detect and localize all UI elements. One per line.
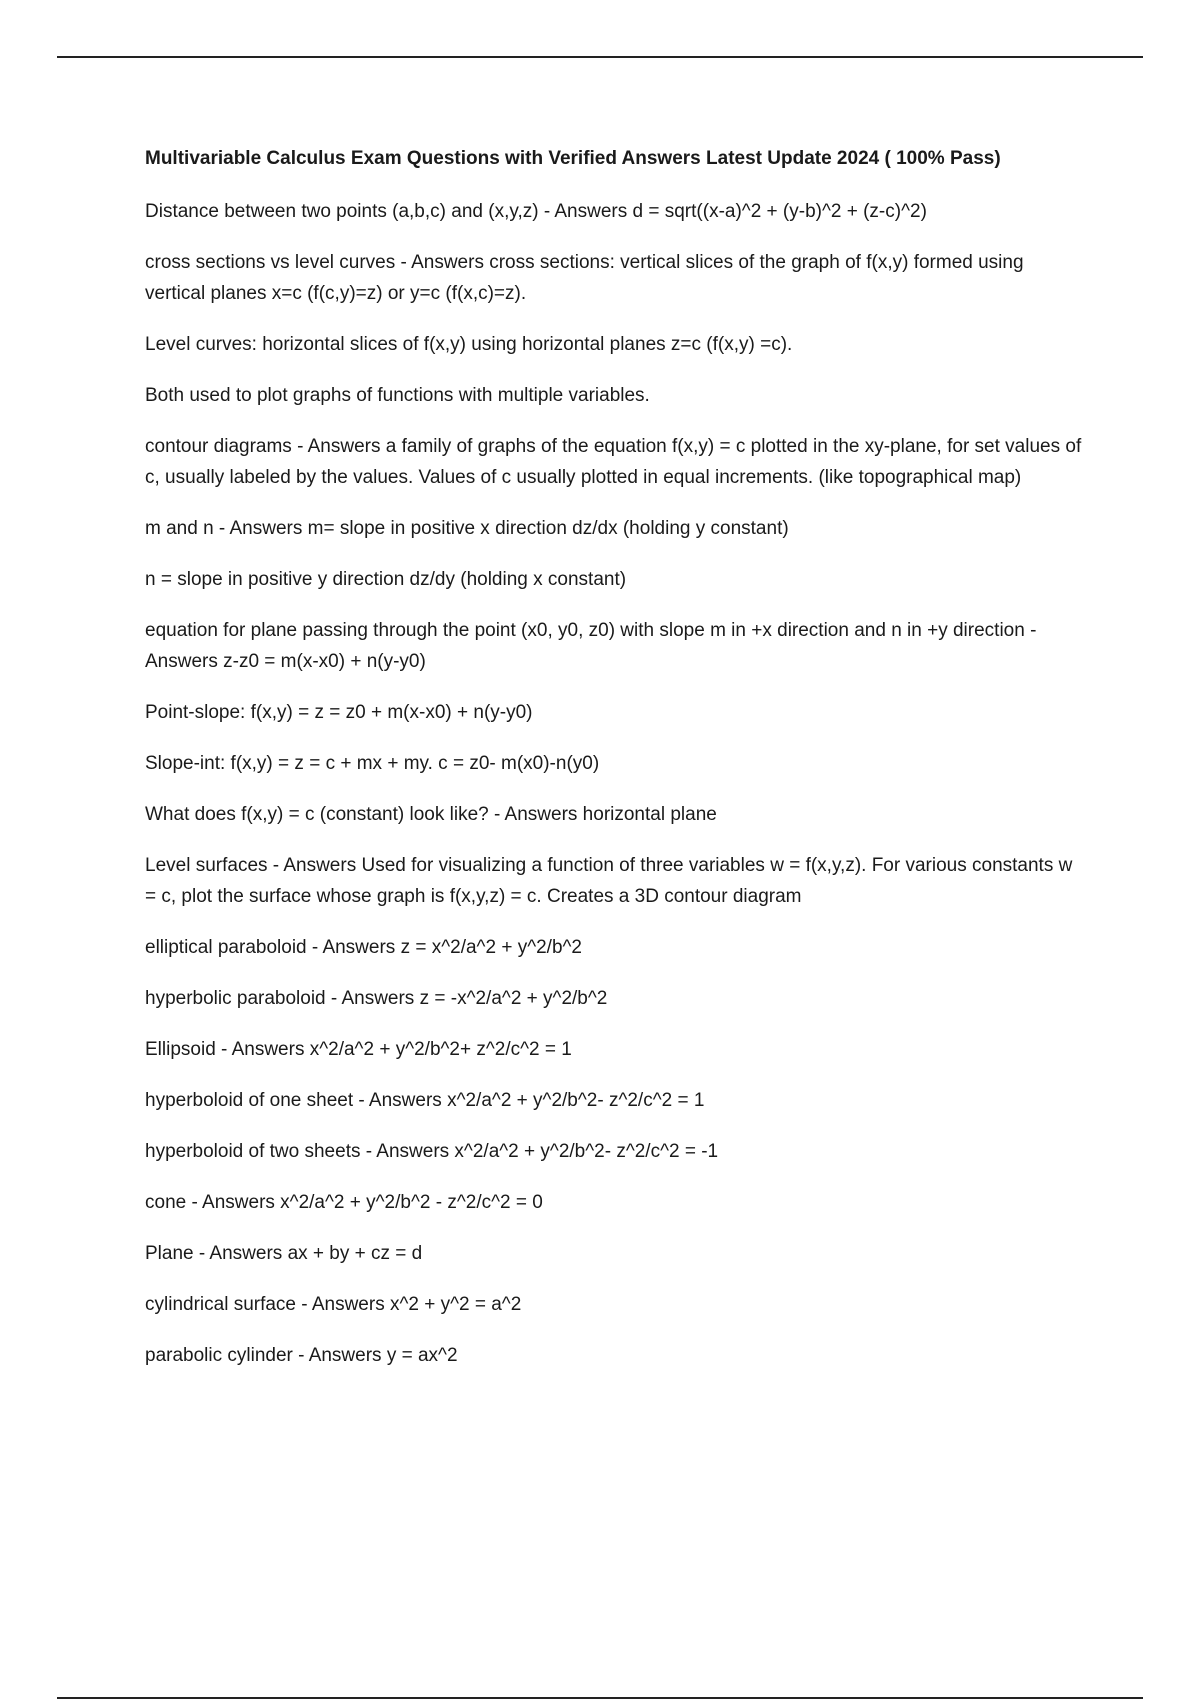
- document-body: [145, 144, 1085, 1391]
- paragraph: hyperbolic paraboloid - Answers z = -x^2/a^2 + y^2/b^2: [145, 988, 608, 1009]
- top-divider: [57, 56, 1143, 58]
- paragraph: contour diagrams - Answers a family of graphs of the equation f(x,y) = c plotted in the xy-plane, for set values of c, usually labeled by the values. Values of c usually plotted in equal increments. (like topographical map): [145, 436, 1082, 488]
- paragraph: Level curves: horizontal slices of f(x,y) using horizontal planes z=c (f(x,y) =c).: [145, 334, 793, 355]
- paragraph: elliptical paraboloid - Answers z = x^2/a^2 + y^2/b^2: [145, 937, 582, 958]
- paragraph: Level surfaces - Answers Used for visualizing a function of three variables w = f(x,y,z). For various constants w = c, plot the surface whose graph is f(x,y,z) = c. Creates a 3D contour diagram: [145, 855, 1073, 907]
- paragraph: cross sections vs level curves - Answers cross sections: vertical slices of the graph of f(x,y) formed using vertical planes x=c (f(c,y)=z) or y=c (f(x,c)=z).: [145, 252, 1024, 304]
- paragraph: Plane - Answers ax + by + cz = d: [145, 1243, 423, 1264]
- paragraph: Point-slope: f(x,y) = z = z0 + m(x-x0) + n(y-y0): [145, 702, 533, 723]
- paragraph: What does f(x,y) = c (constant) look like? - Answers horizontal plane: [145, 804, 717, 825]
- document-title: Multivariable Calculus Exam Questions with Verified Answers Latest Update 2024 ( 100% Pass): [145, 148, 1001, 169]
- paragraph-list: [145, 196, 1085, 1371]
- paragraph: Ellipsoid - Answers x^2/a^2 + y^2/b^2+ z^2/c^2 = 1: [145, 1039, 572, 1060]
- paragraph: hyperboloid of one sheet - Answers x^2/a^2 + y^2/b^2- z^2/c^2 = 1: [145, 1090, 705, 1111]
- bottom-divider: [57, 1697, 1143, 1699]
- paragraph: Slope-int: f(x,y) = z = c + mx + my. c = z0- m(x0)-n(y0): [145, 753, 600, 774]
- paragraph: m and n - Answers m= slope in positive x direction dz/dx (holding y constant): [145, 518, 789, 539]
- paragraph: parabolic cylinder - Answers y = ax^2: [145, 1345, 458, 1366]
- paragraph: cone - Answers x^2/a^2 + y^2/b^2 - z^2/c^2 = 0: [145, 1192, 543, 1213]
- paragraph: Both used to plot graphs of functions with multiple variables.: [145, 385, 650, 406]
- paragraph: cylindrical surface - Answers x^2 + y^2 = a^2: [145, 1294, 522, 1315]
- paragraph: equation for plane passing through the point (x0, y0, z0) with slope m in +x direction and n in +y direction - Answers z-z0 = m(x-x0) + n(y-y0): [145, 620, 1037, 672]
- paragraph: Distance between two points (a,b,c) and (x,y,z) - Answers d = sqrt((x-a)^2 + (y-b)^2 + (z-c)^2): [145, 201, 927, 222]
- paragraph: n = slope in positive y direction dz/dy (holding x constant): [145, 569, 627, 590]
- paragraph: hyperboloid of two sheets - Answers x^2/a^2 + y^2/b^2- z^2/c^2 = -1: [145, 1141, 719, 1162]
